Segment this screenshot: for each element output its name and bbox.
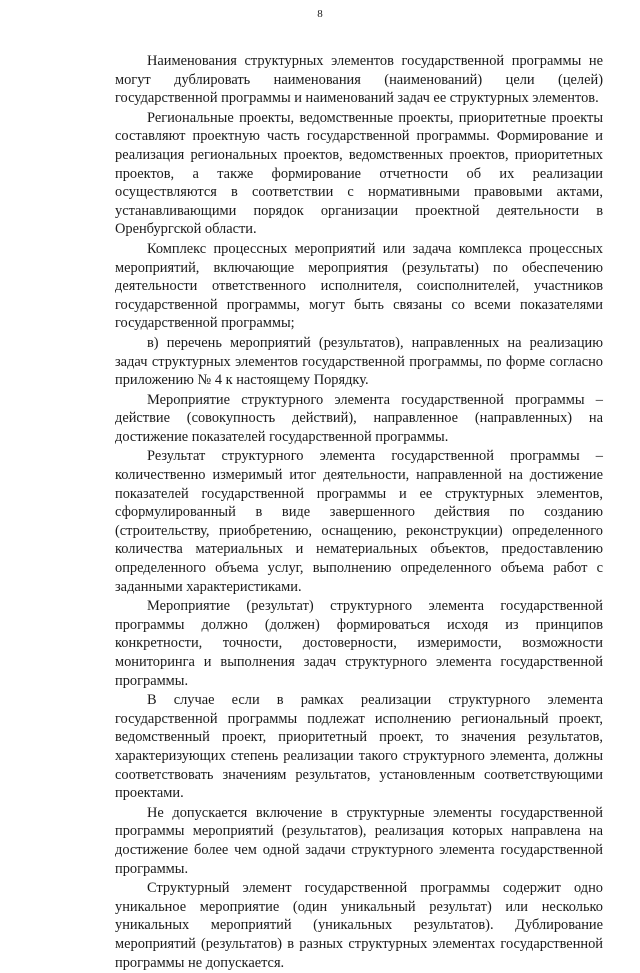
- paragraph-6: Результат структурного элемента государственной программы – количественно измеримый итог деятельности, направленной на достижение показателей государственной программы и ее структурных элементов, сформулированный в виде завершенного действия по созданию (строительству, приобретению, оснащению, реконструкции) определенного количества материальных и нематериальных объектов, предоставлению определенного объема услуг, выполнению определенного объема работ с заданными характеристиками.: [115, 448, 603, 595]
- paragraph-10: Структурный элемент государственной программы содержит одно уникальное мероприятие (один уникальный результат) или несколько уникальных мероприятий (уникальных результатов). Дублирование мероприятий (результатов) в разных структурных элементах государственной программы не допускается.: [115, 880, 603, 971]
- paragraph-2: Региональные проекты, ведомственные проекты, приоритетные проекты составляют проектную часть государственной программы. Формирование и реализация региональных проектов, ведомственных проектов, приоритетных проектов, а также формирование отчетности об их реализации осуществляются в соответствии с нормативными правовыми актами, устанавливающими порядок организации проектной деятельности в Оренбургской области.: [115, 109, 603, 238]
- paragraph-9: Не допускается включение в структурные элементы государственной программы мероприятий (результатов), реализация которых направлена на достижение более чем одной задачи структурного элемента государственной программы.: [115, 804, 603, 877]
- page-number: 8: [317, 8, 323, 20]
- paragraph-4: в) перечень мероприятий (результатов), направленных на реализацию задач структурных элементов государственной программы, по форме согласно приложению № 4 к настоящему Порядку.: [115, 334, 603, 389]
- paragraph-8: В случае если в рамках реализации структурного элемента государственной программы подлежат исполнению региональный проект, ведомственный проект, приоритетный проект, то значения результатов, характеризующих степень реализации такого структурного элемента, должны соответствовать значениям результатов, установленным соответствующими проектами.: [115, 692, 603, 802]
- paragraph-7: Мероприятие (результат) структурного элемента государственной программы должно (должен) формироваться исходя из принципов конкретности, точности, достоверности, измеримости, возможности мониторинга и выполнения задач структурного элемента государственной программы.: [115, 598, 603, 689]
- paragraph-5: Мероприятие структурного элемента государственной программы – действие (совокупность действий), направленное (направленных) на достижение показателей государственной программы.: [115, 391, 603, 445]
- document-body: [115, 52, 603, 973]
- paragraph-1: Наименования структурных элементов государственной программы не могут дублировать наименования (наименований) цели (целей) государственной программы и наименований задач ее структурных элементов.: [115, 53, 603, 107]
- paragraph-3: Комплекс процессных мероприятий или задача комплекса процессных мероприятий, включающие мероприятия (результаты) по обеспечению деятельности ответственного исполнителя, соисполнителей, участников государственной программы, могут быть связаны со всеми показателями государственной программы;: [115, 240, 603, 332]
